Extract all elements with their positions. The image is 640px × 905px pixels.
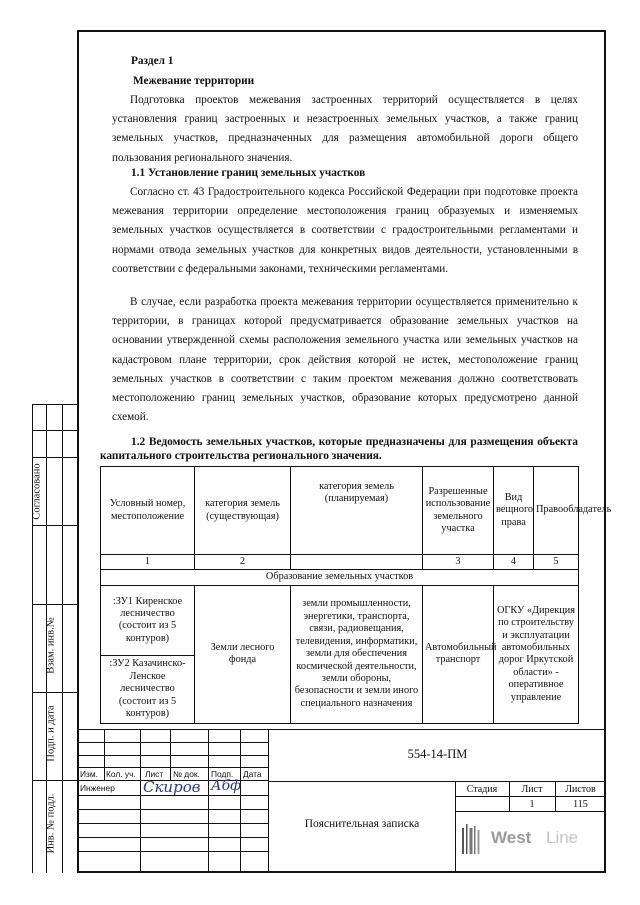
table-group-row bbox=[101, 570, 579, 585]
sheet-value: 1 bbox=[529, 799, 535, 810]
document-title: Пояснительная записка bbox=[304, 818, 420, 830]
section-1-2-heading: 1.2 Ведомость земельных участков, которые предназначены для размещения объекта капитального строительства регионального значения. bbox=[100, 436, 578, 462]
side-strip-rule bbox=[32, 604, 77, 605]
header-cell: Условный номер, местоположение bbox=[101, 467, 195, 555]
section-1-1-heading: 1.1 Установление границ земельных участков bbox=[131, 167, 366, 179]
side-strip-divider bbox=[62, 404, 63, 873]
side-label-agreed: Согласовано bbox=[31, 463, 43, 520]
side-strip-rule bbox=[32, 692, 77, 693]
number-cell: 2 bbox=[195, 555, 291, 570]
stamp-role: Инженер bbox=[80, 783, 115, 793]
number-cell: 1 bbox=[101, 555, 195, 570]
header-cell: Вид вещного права bbox=[494, 467, 534, 555]
table-number-row bbox=[101, 555, 579, 570]
side-strip-rule bbox=[32, 430, 77, 431]
logo-text-west: West bbox=[491, 828, 532, 847]
side-label-podp: Подп. и дата bbox=[45, 705, 57, 762]
category-existing-cell: Земли лесного фонда bbox=[195, 585, 291, 723]
stamp-top-rule bbox=[77, 729, 606, 730]
stamp-col-podp: Подп. bbox=[211, 769, 234, 779]
table-header-row bbox=[101, 467, 579, 555]
side-label-vzam: Взам. инв.№ bbox=[45, 617, 57, 674]
category-planned-cell: земли промышленности, энергетики, транспорта, связи, радиовещания, телевидения, информатики, земли для обеспечения космической деятельности, земли обороны, безопасности и земли иного специального назначения bbox=[291, 585, 423, 723]
stamp-col-doc: № док. bbox=[173, 769, 200, 779]
stamp-vertical-rule bbox=[240, 729, 241, 873]
header-cell: Разрешенные использование земельного участка bbox=[423, 467, 494, 555]
section-1-1-paragraph-1: Согласно ст. 43 Градостроительного кодекса Российской Федерации при подготовке проекта межевания территории определение местоположения границ образуемых и изменяемых земельных участков осуществляется в соответствии с градостроительными регламентами и нормами отвода земельных участков для конкретных видов деятельности, установленными в соответствии с федеральными законами, техническими регламентами. bbox=[112, 186, 578, 275]
number-cell: 3 bbox=[423, 555, 494, 570]
header-cell: категория земель (существующая) bbox=[195, 467, 291, 555]
westline-logo bbox=[461, 822, 601, 862]
number-cell bbox=[291, 555, 423, 570]
stamp-vertical-rule bbox=[140, 729, 141, 873]
plot-zu1-cell: :ЗУ1 Киренское лесничество (состоит из 5 контуров) bbox=[101, 585, 195, 655]
table-row bbox=[101, 585, 579, 655]
land-plots-table bbox=[100, 466, 612, 724]
sheets-value: 115 bbox=[573, 799, 588, 810]
stamp-col-izm: Изм. bbox=[80, 769, 98, 779]
sheet-label: Лист bbox=[521, 784, 543, 795]
stamp-rule bbox=[455, 811, 606, 812]
header-cell: категория земель (планируемая) bbox=[291, 467, 423, 555]
side-label-inv: Инв. № подл. bbox=[45, 793, 57, 854]
stamp-vertical-rule bbox=[208, 729, 209, 873]
stamp-col-kol: Кол. уч. bbox=[106, 769, 136, 779]
barcode-icon bbox=[461, 824, 485, 858]
header-cell: Правообладатель bbox=[534, 467, 579, 555]
stage-label: Стадия bbox=[466, 784, 498, 795]
permitted-use-cell: Автомобильный транспорт bbox=[423, 585, 494, 723]
logo-text-line: Line bbox=[546, 828, 579, 847]
sheets-label: Листов bbox=[565, 784, 596, 795]
stamp-col-list: Лист bbox=[145, 769, 164, 779]
number-cell: 5 bbox=[534, 555, 579, 570]
document-code: 554-14-ПМ bbox=[407, 747, 468, 761]
owner-cell: ОГКУ «Дирекция по строительству и эксплуатации автомобильных дорог Иркутской области» - оперативное управление bbox=[494, 585, 579, 723]
stamp-vertical-rule bbox=[104, 729, 105, 781]
section-title: Раздел 1 bbox=[131, 55, 174, 67]
engineer-signature: Скиров bbox=[143, 778, 201, 796]
stamp-col-date: Дата bbox=[243, 769, 262, 779]
side-strip-rule bbox=[32, 404, 77, 405]
section-subtitle: Межевание территории bbox=[133, 75, 255, 87]
plot-zu2-cell: :ЗУ2 Казачинско-Ленское лесничество (состоит из 5 контуров) bbox=[101, 655, 195, 723]
side-strip-rule bbox=[32, 780, 77, 781]
engineer-initials-signature: Абф bbox=[211, 778, 242, 794]
stamp-rule bbox=[455, 796, 606, 797]
number-cell: 4 bbox=[494, 555, 534, 570]
section-1-1-paragraph-2: В случае, если разработка проекта межевания территории осуществляется применительно к территории, в границах которой предусматривается образование земельных участков на основании утвержденной схемы расположения земельного участка или земельных участков на кадастровом плане территории, срок действия которой не истек, местоположение границ земельных участков в соответствии с таким проектом межевания должно соответствовать местоположению границ земельных участков, образование которых предусмотрено данной схемой. bbox=[112, 296, 578, 424]
stamp-vertical-rule bbox=[170, 729, 171, 781]
intro-paragraph: Подготовка проектов межевания застроенных территорий осуществляется в целях установления границ застроенных и незастроенных земельных участков, а также границ земельных участков, предназначенных для размещения автомобильной дороги общего пользования регионального значения. bbox=[112, 94, 578, 164]
group-cell: Образование земельных участков bbox=[101, 570, 579, 585]
